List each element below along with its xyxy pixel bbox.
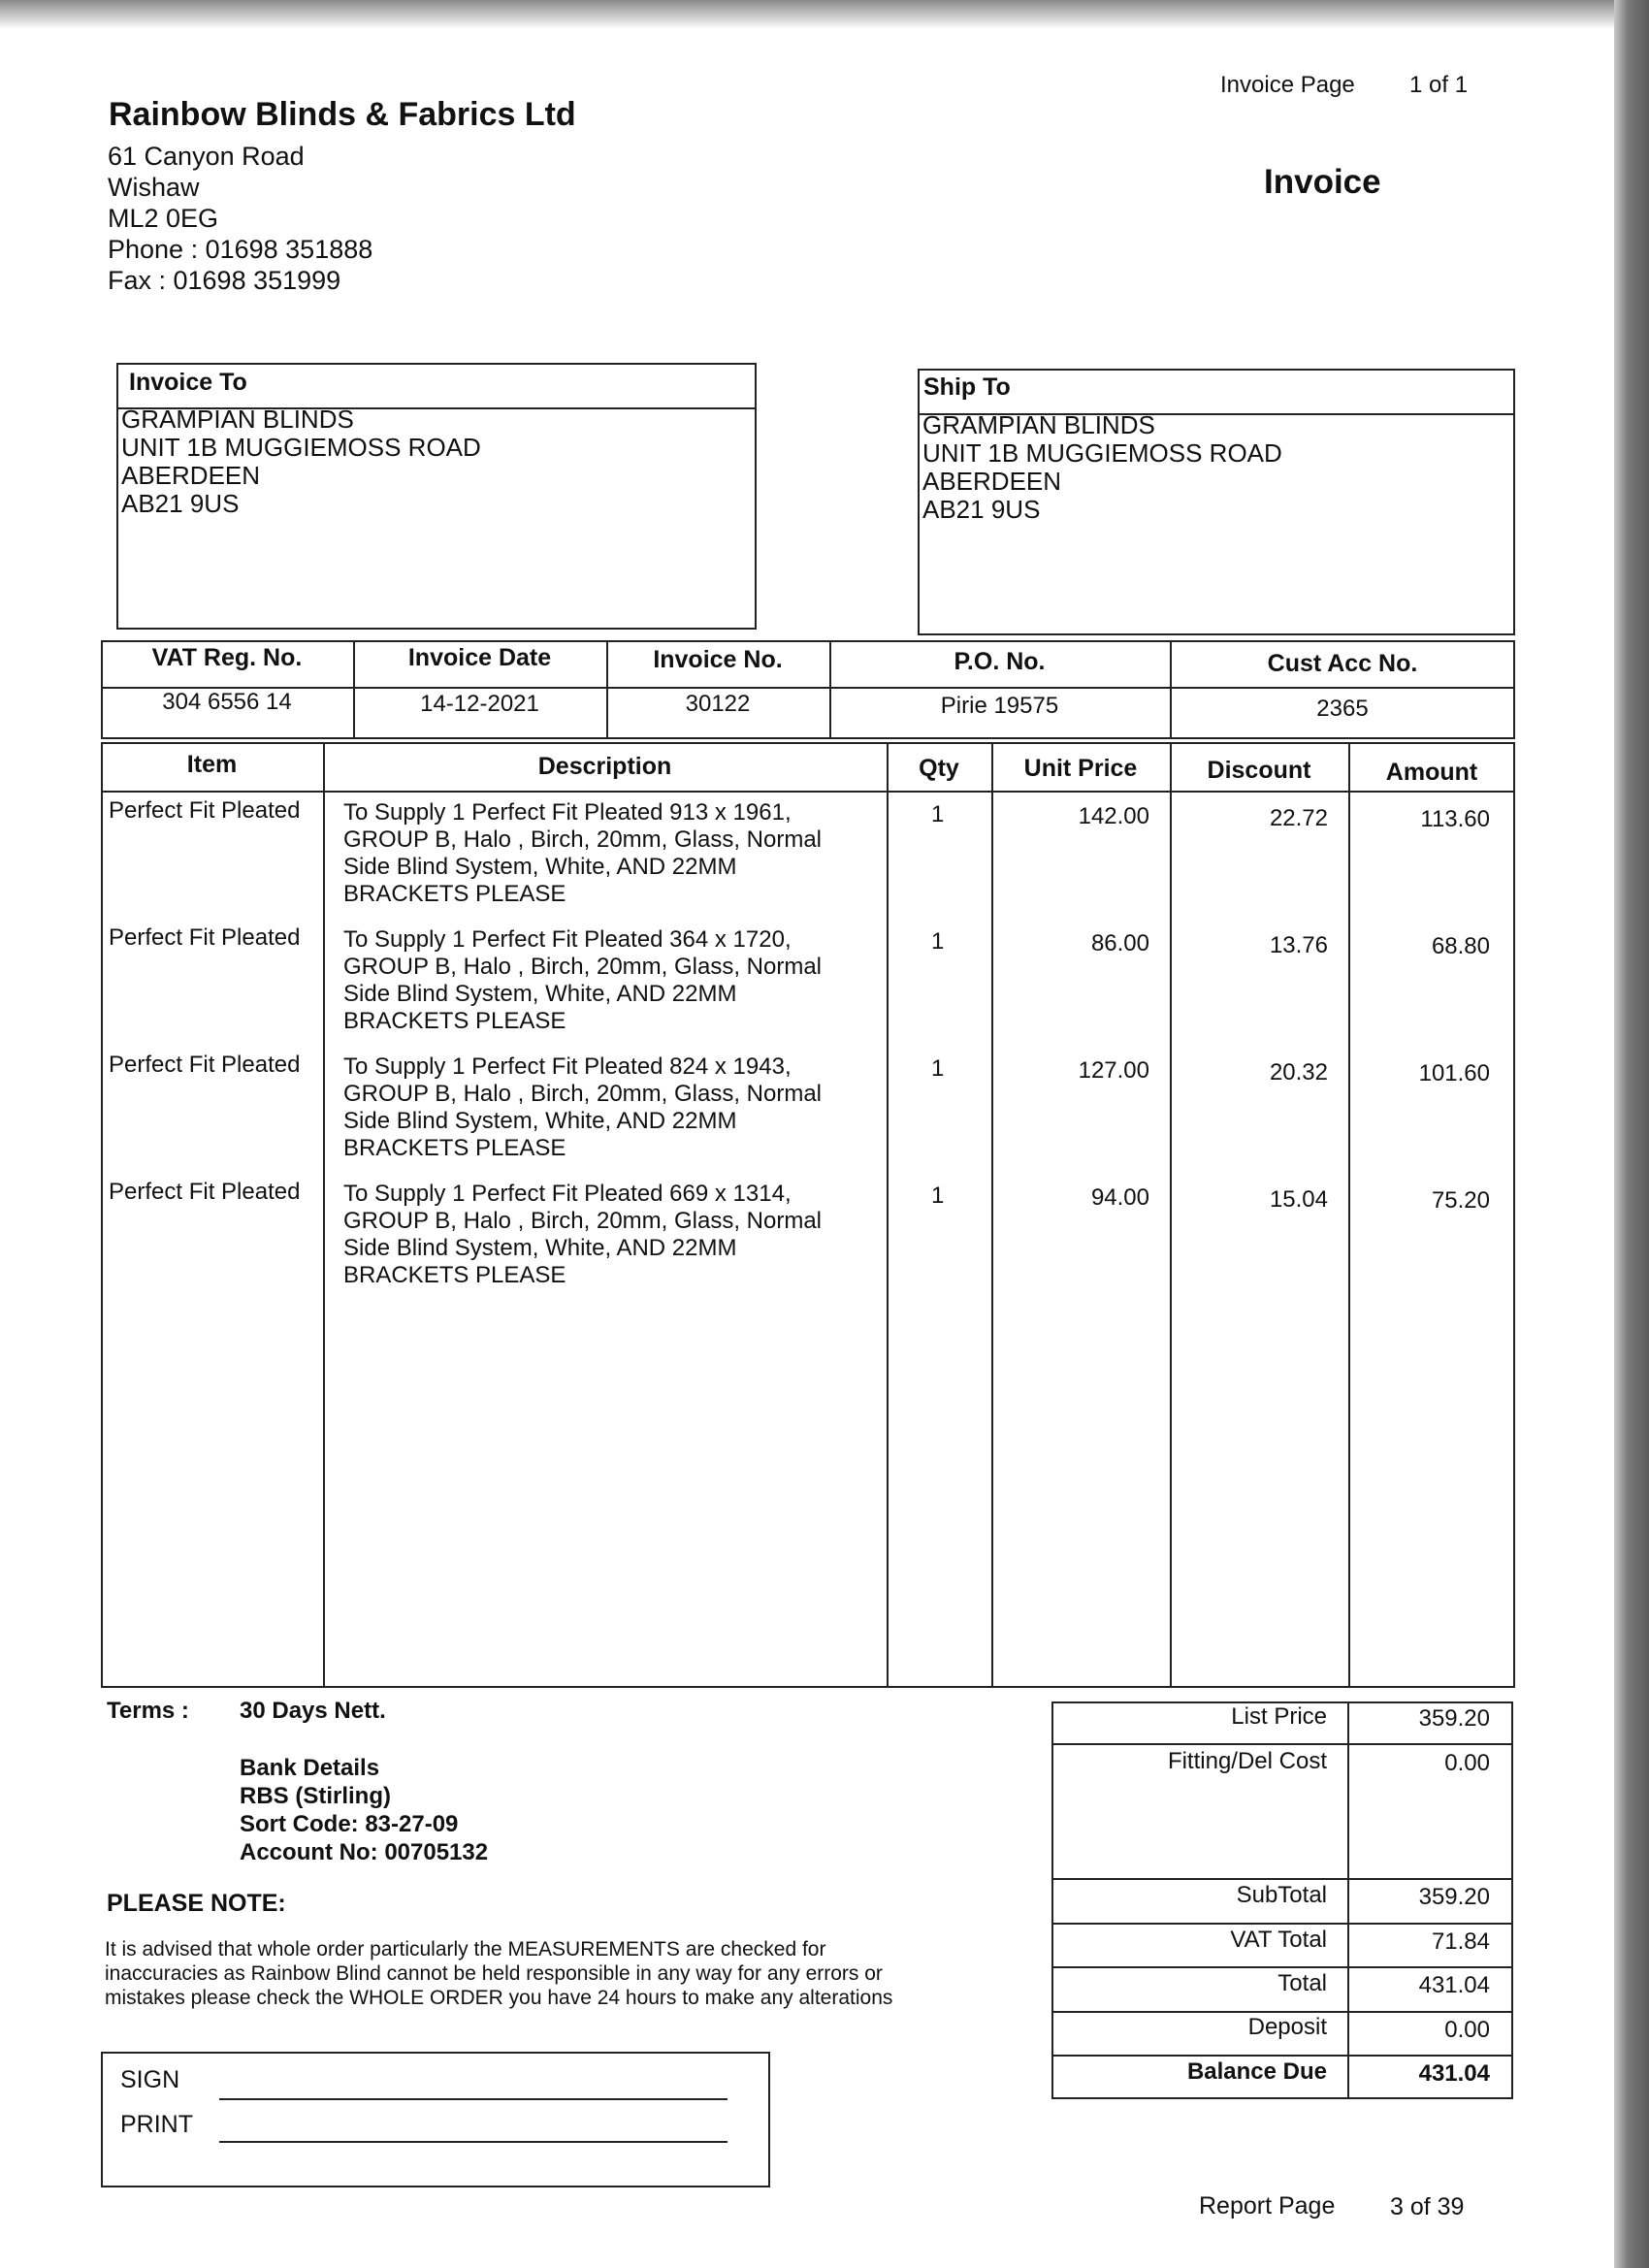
ship-to-line: UNIT 1B MUGGIEMOSS ROAD	[922, 438, 1282, 468]
row-amount: 113.60	[1420, 806, 1490, 832]
row-item: Perfect Fit Pleated	[109, 1179, 301, 1205]
subtotal-label: SubTotal	[1236, 1882, 1327, 1908]
row-amount: 68.80	[1431, 933, 1490, 959]
po-no-value: Pirie 19575	[940, 693, 1059, 719]
row-description: To Supply 1 Perfect Fit Pleated 669 x 1314, GROUP B, Halo , Birch, 20mm, Glass, Normal Side Blind System, White, AND 22MM BRACKETS PLEASE	[343, 1181, 823, 1288]
fitting-label: Fitting/Del Cost	[1167, 1748, 1327, 1774]
cust-acc-header: Cust Acc No.	[1267, 650, 1418, 677]
bank-details-title: Bank Details	[240, 1755, 380, 1781]
row-qty: 1	[931, 801, 945, 827]
col-description-header: Description	[537, 753, 672, 780]
row-discount: 15.04	[1269, 1186, 1328, 1213]
list-price-label: List Price	[1231, 1703, 1327, 1730]
row-item: Perfect Fit Pleated	[109, 924, 301, 951]
account-number: Account No: 00705132	[240, 1839, 489, 1865]
vat-total-label: VAT Total	[1230, 1927, 1327, 1953]
balance-due-value: 431.04	[1418, 2060, 1490, 2087]
note-title: PLEASE NOTE:	[107, 1890, 286, 1917]
row-amount: 75.20	[1431, 1187, 1490, 1214]
row-qty: 1	[931, 1183, 945, 1209]
invoice-to-line: UNIT 1B MUGGIEMOSS ROAD	[121, 433, 481, 462]
company-address-line: Wishaw	[108, 173, 200, 202]
vat-total-value: 71.84	[1431, 1928, 1490, 1955]
row-discount: 22.72	[1269, 805, 1328, 831]
ship-to-title: Ship To	[923, 373, 1011, 401]
col-discount-header: Discount	[1207, 757, 1311, 784]
invoice-page-value: 1 of 1	[1409, 72, 1469, 98]
deposit-value: 0.00	[1444, 2017, 1490, 2043]
row-unit-price: 142.00	[1078, 803, 1149, 829]
terms-label: Terms :	[107, 1698, 189, 1724]
row-amount: 101.60	[1418, 1060, 1490, 1086]
row-discount: 13.76	[1269, 932, 1328, 958]
company-address	[108, 141, 372, 296]
scan-shadow-top	[0, 0, 1649, 29]
sort-code: Sort Code: 83-27-09	[240, 1811, 459, 1837]
doc-title: Invoice	[1264, 163, 1381, 201]
col-amount-header: Amount	[1385, 759, 1478, 786]
total-value: 431.04	[1418, 1972, 1490, 1998]
sign-label: SIGN	[120, 2066, 180, 2093]
total-label: Total	[1277, 1970, 1327, 1996]
row-unit-price: 127.00	[1078, 1057, 1149, 1084]
col-unit-price-header: Unit Price	[1023, 755, 1138, 782]
row-qty: 1	[931, 928, 945, 955]
invoice-to-line: ABERDEEN	[121, 461, 261, 490]
col-item-header: Item	[186, 751, 238, 778]
report-page-label: Report Page	[1199, 2192, 1336, 2219]
invoice-no-value: 30122	[685, 691, 751, 717]
invoice-to-title: Invoice To	[129, 369, 247, 396]
deposit-label: Deposit	[1247, 2014, 1327, 2040]
vat-reg-header: VAT Reg. No.	[151, 644, 303, 671]
ship-to-address	[922, 411, 1282, 524]
terms-value: 30 Days Nett.	[240, 1698, 386, 1724]
cust-acc-value: 2365	[1316, 696, 1369, 722]
invoice-page-label: Invoice Page	[1220, 72, 1355, 98]
balance-due-label: Balance Due	[1186, 2058, 1327, 2085]
note-text: It is advised that whole order particularly the MEASUREMENTS are checked for inaccuracies as Rainbow Blind cannot be held responsible in any way for any errors or mistakes please check the WHOLE ORDER you have 24 hours to make any alterations	[105, 1938, 893, 2009]
invoice-to-address	[121, 405, 481, 518]
bank-details	[240, 1754, 488, 1866]
bank-name: RBS (Stirling)	[240, 1783, 391, 1809]
po-no-header: P.O. No.	[954, 648, 1046, 675]
row-discount: 20.32	[1269, 1059, 1328, 1085]
ship-to-line: AB21 9US	[922, 495, 1041, 524]
row-description: To Supply 1 Perfect Fit Pleated 913 x 1961, GROUP B, Halo , Birch, 20mm, Glass, Normal Side Blind System, White, AND 22MM BRACKETS PLEASE	[343, 799, 823, 907]
company-address-line: ML2 0EG	[108, 204, 219, 233]
row-description: To Supply 1 Perfect Fit Pleated 824 x 1943, GROUP B, Halo , Birch, 20mm, Glass, Normal Side Blind System, White, AND 22MM BRACKETS PLEASE	[343, 1053, 823, 1161]
ship-to-line: ABERDEEN	[922, 467, 1062, 496]
company-phone: Phone : 01698 351888	[108, 235, 373, 264]
row-qty: 1	[931, 1055, 945, 1082]
sign-line[interactable]	[219, 2098, 728, 2100]
print-label: PRINT	[120, 2111, 193, 2138]
report-page-value: 3 of 39	[1390, 2193, 1465, 2220]
list-price-value: 359.20	[1418, 1705, 1490, 1732]
ship-to-line: GRAMPIAN BLINDS	[922, 410, 1155, 439]
subtotal-value: 359.20	[1418, 1884, 1490, 1910]
print-line[interactable]	[219, 2141, 728, 2143]
row-unit-price: 94.00	[1090, 1184, 1149, 1211]
col-qty-header: Qty	[919, 755, 959, 782]
row-unit-price: 86.00	[1090, 930, 1149, 956]
row-item: Perfect Fit Pleated	[109, 797, 301, 824]
invoice-to-line: AB21 9US	[121, 489, 240, 518]
company-address-line: 61 Canyon Road	[108, 142, 305, 171]
company-fax: Fax : 01698 351999	[108, 266, 341, 295]
company-name: Rainbow Blinds & Fabrics Ltd	[109, 96, 576, 133]
fitting-value: 0.00	[1444, 1750, 1490, 1776]
signature-box	[101, 2052, 770, 2187]
invoice-no-header: Invoice No.	[653, 646, 783, 673]
row-description: To Supply 1 Perfect Fit Pleated 364 x 1720, GROUP B, Halo , Birch, 20mm, Glass, Normal Side Blind System, White, AND 22MM BRACKETS PLEASE	[343, 926, 823, 1034]
vat-reg-value: 304 6556 14	[162, 689, 292, 715]
row-item: Perfect Fit Pleated	[109, 1052, 301, 1078]
invoice-date-header: Invoice Date	[407, 644, 552, 671]
scan-shadow-right	[1614, 0, 1649, 2268]
invoice-date-value: 14-12-2021	[420, 691, 539, 717]
invoice-to-line: GRAMPIAN BLINDS	[121, 405, 354, 434]
